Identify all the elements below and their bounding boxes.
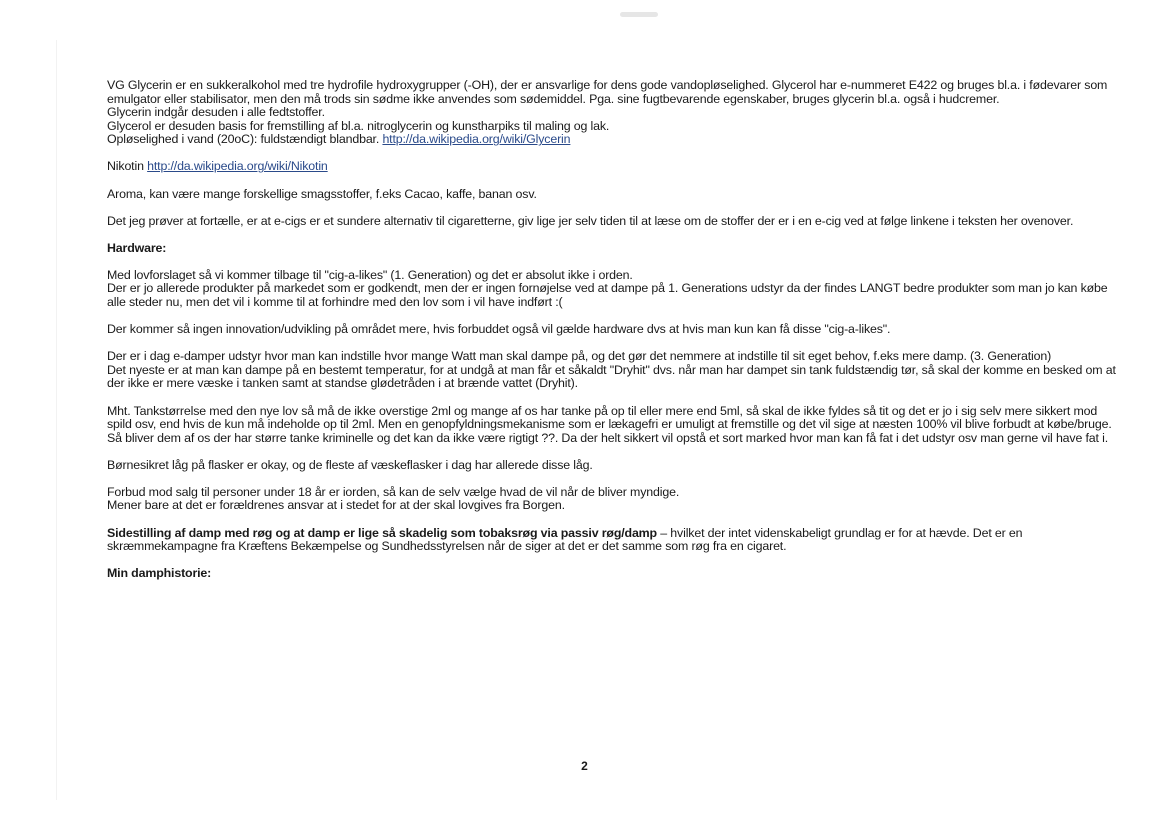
damphistorie-heading: Min damphistorie:: [107, 566, 212, 581]
sidestilling-text: – hvilket der intet videnskabeligt grundlag er for at hævde. Det er en skræmmekampagne fra Kræftens Bekæmpelse og Sundhedsstyrelsen når de siger at det er det samme som røg fra en cigaret.: [107, 525, 1023, 554]
glycerin-uses-text: Glycerol er desuden basis for fremstilling af bl.a. nitroglycerin og kunstharpiks til maling og lak.: [107, 118, 610, 133]
forbud-line-1: Forbud mod salg til personer under 18 år er iorden, så kan de selv vælge hvad de vil når de bliver myndige.: [107, 484, 680, 499]
glycerin-paragraph: [107, 79, 1119, 147]
glycerin-solubility-line: [107, 133, 1119, 147]
sidestilling-bold-text: Sidestilling af damp med røg og at damp er lige så skadelig som tobaksrøg via passiv røg/damp: [107, 525, 657, 540]
hardware-heading: Hardware:: [107, 240, 167, 255]
forbud-paragraph: [107, 486, 1119, 513]
glycerin-wiki-link[interactable]: http://da.wikipedia.org/wiki/Glycerin: [382, 132, 571, 147]
nikotin-wiki-link[interactable]: http://da.wikipedia.org/wiki/Nikotin: [147, 159, 328, 174]
page-number: 2: [581, 759, 588, 773]
udstyr-line-1: Der er i dag e-damper udstyr hvor man kan indstille hvor mange Watt man skal dampe på, og det gør det nemmere at indstille til sit eget behov, f.eks mere damp. (3. Generation): [107, 349, 1052, 364]
innovation-paragraph: Der kommer så ingen innovation/udvikling på området mere, hvis forbuddet også vil gælde hardware dvs at hvis man kun kan få disse "cig-a-likes".: [107, 322, 891, 337]
forbud-line-2: Mener bare at det er forældrenes ansvar at i stedet for at der skal lovgives fra Borgen.: [107, 498, 565, 513]
glycerin-text: VG Glycerin er en sukkeralkohol med tre hydrofile hydroxygrupper (-OH), der er ansvarlige for dens gode vandopløselighed. Glycerol har e-nummeret E422 og bruges bl.a. i fødevarer som emulgator eller stabilisator, men den må trods sin sødme ikke anvendes som sødemiddel. Pga. sine fugtbevarende egenskaber, bruges glycerin bl.a. også i hudcremer.: [107, 78, 1108, 106]
tankstorrelse-paragraph: Mht. Tankstørrelse med den nye lov så må de ikke overstige 2ml og mange af os har tanke på op til eller mere end 5ml, så skal de ikke fyldes så tit og det er jo i sig selv mere sikkert mod spild osv, end hvis de kun må indeholde op til 2ml. Men en genopfyldningsmekanisme som er lækagefri er umuligt at fremstille og det vil sige at næsten 100% vil blive forbudt at købe/bruge. Så bliver dem af os der har større tanke kriminelle og det kan da ikke være rigtigt ??. Da der helt sikkert vil opstå et sort marked hvor man kan få fat i det udstyr osv man gerne vil have fat i.: [107, 403, 1112, 445]
document-body: [107, 79, 1119, 581]
scan-artifact: [620, 12, 658, 17]
glycerin-fat-text: Glycerin indgår desuden i alle fedtstoffer.: [107, 105, 325, 120]
intro-paragraph: Det jeg prøver at fortælle, er at e-cigs er et sundere alternativ til cigaretterne, giv lige jer selv tiden til at læse om de stoffer der er i en e-cig ved at følge linkene i teksten her ovenover.: [107, 213, 1074, 228]
page-edge-shadow: [56, 40, 57, 800]
udstyr-line-2: Det nyeste er at man kan dampe på en bestemt temperatur, for at undgå at man får et såkaldt "Dryhit" dvs. når man har dampet sin tank fuldstændig tør, så skal der komme en besked om at der ikke er mere væske i tanken samt at standse glødetråden i at brænde vattet (Dryhit).: [107, 362, 1116, 391]
nikotin-paragraph: [107, 160, 1119, 174]
udstyr-paragraph: [107, 350, 1119, 391]
lovforslag-line-2: Der er jo allerede produkter på markedet som er godkendt, men der er ingen fornøjelse ved at dampe på 1. Generations udstyr da der findes LANGT bedre produkter som man jo kan købe alle steder nu, men det vil i komme til at forhindre med den lov som i vil have indført :(: [107, 281, 1108, 310]
nikotin-text: Nikotin: [107, 159, 148, 174]
lovforslag-paragraph: [107, 269, 1119, 310]
lovforslag-line-1: Med lovforslaget så vi kommer tilbage til "cig-a-likes" (1. Generation) og det er absolut ikke i orden.: [107, 267, 633, 282]
solubility-text: Opløselighed i vand (20oC): fuldstændigt blandbar.: [107, 132, 383, 147]
bornesikret-paragraph: Børnesikret låg på flasker er okay, og de fleste af væskeflasker i dag har allerede disse låg.: [107, 457, 593, 472]
sidestilling-paragraph: [107, 527, 1119, 554]
aroma-paragraph: Aroma, kan være mange forskellige smagsstoffer, f.eks Cacao, kaffe, banan osv.: [107, 186, 537, 201]
